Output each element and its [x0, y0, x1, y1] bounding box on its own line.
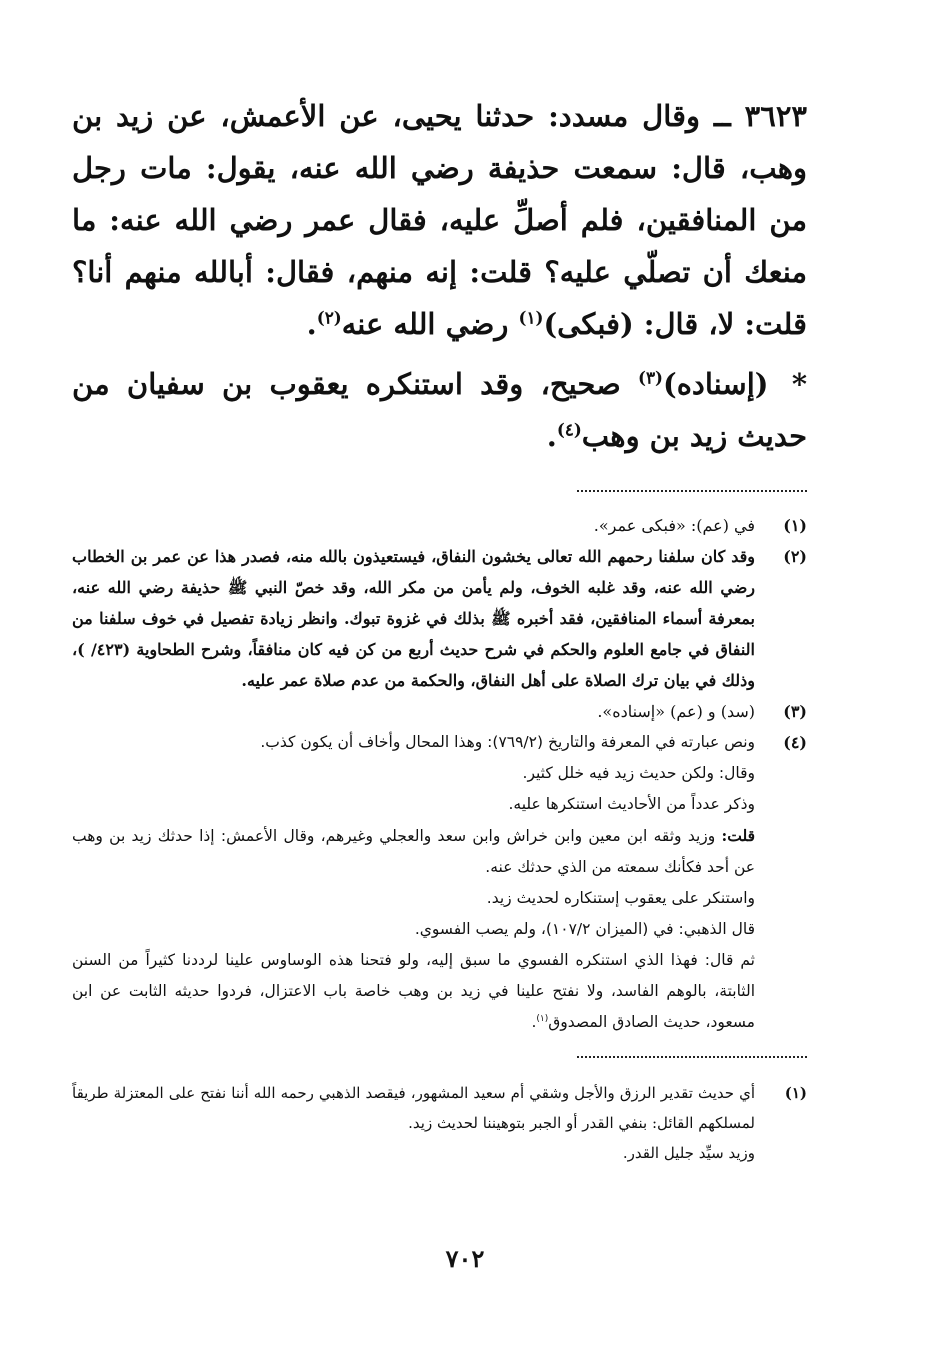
qult-label: قلت: — [721, 826, 755, 845]
subnote-body — [72, 1078, 755, 1168]
footnote-ref-3[interactable]: (٣) — [638, 367, 664, 388]
footnote-line: واستنكر على يعقوب إستنكاره لحديث زيد. — [486, 889, 755, 907]
star-icon: * — [791, 367, 807, 401]
footnotes — [72, 510, 807, 1038]
subnote-number: (١) — [784, 1084, 807, 1102]
page-content — [72, 90, 807, 1168]
grading-part-2: صحيح، وقد استنكره يعقوب بن سفيان من حديث زيد بن وهب — [72, 367, 807, 453]
footnote-number: (٣) — [783, 702, 807, 721]
subnotes — [72, 1078, 807, 1168]
footnote-line: وذكر عدداً من الأحاديث استنكرها عليه. — [508, 795, 755, 813]
grading-part-1: (إسناده) — [663, 367, 769, 401]
hadith-number: ٣٦٢٣ — [744, 99, 807, 133]
footnote-line: قال الذهبي: في (الميزان ١٠٧/٢)، ولم يصب الفسوي. — [414, 920, 755, 938]
footnote-number: (١) — [783, 516, 807, 535]
footnote-last-paragraph — [72, 945, 755, 1038]
footnote-line: ونص عبارته في المعرفة والتاريخ (٧٦٩/٢): وهذا المحال وأخاف أن يكون كذب. — [260, 733, 755, 751]
footnote-line: وقال: ولكن حديث زيد فيه خلل كثير. — [522, 764, 755, 782]
footnote-text: (سد) و (عم) «إسناده». — [597, 702, 755, 721]
main-text — [72, 90, 807, 462]
hadith-paragraph — [72, 90, 807, 350]
footnote-text: وقد كان سلفنا رحمهم الله تعالى يخشون النفاق، فيستعيذون بالله منه، فصدر هذا عن عمر بن الخطاب رضي الله عنه، وقد غلبه الخوف، ولم يأمن من مكر الله، وقد خصّ النبي ﷺ حذيفة رضي الله عنه، بمعرفة أسماء المنافقين، فقد أخبره ﷺ بذلك في غزوة تبوك. وانظر زيادة تفصيل في خوف سلفنا من النفاق في جامع العلوم والحكم في شرح حديث أربع من كن فيه كان منافقاً، وشرح الطحاوية (٤٢٣/ )، وذلك في بيان ترك الصلاة على أهل النفاق، والحكمة من عدم صلاة عمر عليه. — [72, 547, 755, 690]
footnote-2 — [72, 541, 807, 696]
footnote-ref-4[interactable]: (٤) — [556, 419, 582, 440]
footnote-3 — [72, 696, 807, 727]
grading-paragraph — [72, 358, 807, 462]
subnote-text-2: وزيد سيِّد جليل القدر. — [622, 1144, 755, 1162]
footnote-number: (٤) — [783, 733, 807, 752]
footnote-text: في (عم): «فبكى عمر». — [593, 516, 755, 535]
subnote-ref[interactable]: (١) — [536, 1013, 549, 1024]
subnote-text: أي حديث تقدير الرزق والأجل وشقي أم سعيد المشهور، فيقصد الذهبي رحمه الله أننا نفتح على المعتزلة طريقاً لمسلكهم القائل: بنفي القدر أو الجبر بتوهيننا لحديث زيد. — [72, 1084, 755, 1132]
page-number: ٧٠٢ — [445, 1244, 485, 1273]
hadith-text-2: رضي الله عنه — [341, 307, 519, 341]
subnote-1 — [72, 1078, 807, 1168]
hadith-end: . — [306, 307, 317, 341]
footnote-qult-paragraph — [72, 820, 755, 883]
subnote-separator — [577, 1056, 807, 1058]
qult-text: وزيد وثقه ابن معين وابن خراش وابن سعد والعجلي وغيرهم، وقال الأعمش: إذا حدثك زيد بن وهب عن أحد فكأنك سمعته من الذي حدثك عنه. — [72, 827, 755, 876]
footnote-body — [72, 727, 755, 1038]
hadith-text: ــ وقال مسدد: حدثنا يحيى، عن الأعمش، عن زيد بن وهب، قال: سمعت حذيفة رضي الله عنه، يقول: مات رجل من المنافقين، فلم أصلِّ عليه، فقال عمر رضي الله عنه: ما منعك أن تصلّي عليه؟ قلت: إنه منهم، فقال: أبالله منهم أنا؟ قلت: لا، قال: (فبكى) — [72, 99, 807, 341]
footnote-ref-1[interactable]: (١) — [518, 307, 544, 328]
footnote-ref-2[interactable]: (٢) — [316, 307, 342, 328]
footnote-separator — [577, 490, 807, 492]
last-text: ثم قال: فهذا الذي استنكره الفسوي ما سبق إليه، ولو فتحنا هذه الوساوس علينا لرددنا كثيراً من السنن الثابتة، بالوهم الفاسد، ولا نفتح علينا في زيد بن وهب خاصة باب الاعتزال، فردوا حديثه الثابت عن ابن مسعود، حديث الصادق المصدوق — [72, 951, 755, 1031]
grading-end: . — [546, 419, 557, 453]
footnote-number: (٢) — [783, 547, 807, 566]
footnote-1 — [72, 510, 807, 541]
last-end: . — [531, 1013, 537, 1031]
footnote-4 — [72, 727, 807, 1038]
